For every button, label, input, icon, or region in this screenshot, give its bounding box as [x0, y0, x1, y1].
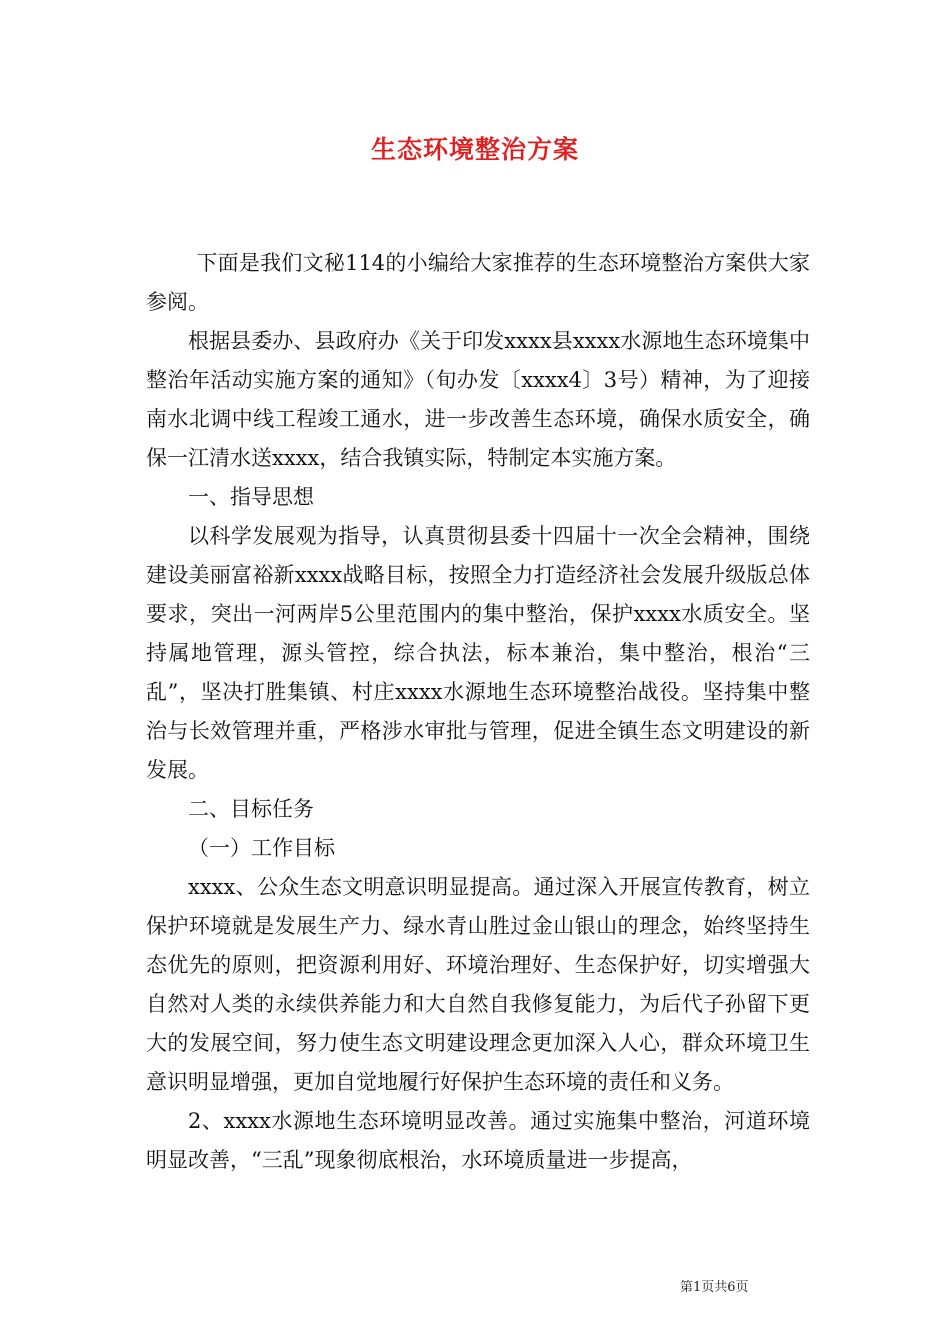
section-heading-goals-tasks: 二、目标任务: [188, 797, 314, 821]
paragraph-goal-2: 2、xxxx水源地生态环境明显改善。通过实施集中整治，河道环境明显改善，“三乱”现象彻底根治，水环境质量进一步提高，: [146, 1109, 810, 1172]
document-title: 生态环境整治方案: [370, 135, 579, 164]
paragraph-goal-1: xxxx、公众生态文明意识明显提高。通过深入开展宣传教育，树立保护环境就是发展生产力、绿水青山胜过金山银山的理念，始终坚持生态优先的原则，把资源利用好、环境治理好、生态保护好，切实增强大自然对人类的永续供养能力和大自然自我修复能力，为后代子孙留下更大的发展空间，努力使生态文明建设理念更加深入人心，群众环境卫生意识明显增强，更加自觉地履行好保护生态环境的责任和义务。: [146, 875, 810, 1094]
paragraph-basis: 根据县委办、县政府办《关于印发xxxx县xxxx水源地生态环境集中整治年活动实施方案的通知》（旬办发〔xxxx4〕3号）精神，为了迎接南水北调中线工程竣工通水，进一步改善生态环境，确保水质安全，确保一江清水送xxxx，结合我镇实际，特制定本实施方案。: [146, 329, 810, 470]
page-number: 第1页共6页: [680, 1280, 749, 1295]
paragraph-guiding-ideology: 以科学发展观为指导，认真贯彻县委十四届十一次全会精神，围绕建设美丽富裕新xxxx战略目标，按照全力打造经济社会发展升级版总体要求，突出一河两岸5公里范围内的集中整治，保护xxxx水质安全。坚持属地管理，源头管控，综合执法，标本兼治，集中整治，根治“三乱”，坚决打胜集镇、村庄xxxx水源地生态环境整治战役。坚持集中整治与长效管理并重，严格涉水审批与管理，促进全镇生态文明建设的新发展。: [146, 524, 810, 782]
paragraph-intro: 下面是我们文秘114的小编给大家推荐的生态环境整治方案供大家参阅。: [146, 251, 810, 314]
subsection-heading-work-goals: （一）工作目标: [188, 836, 335, 860]
document-body: [146, 244, 810, 1180]
section-heading-guiding-ideology: 一、指导思想: [188, 485, 314, 509]
